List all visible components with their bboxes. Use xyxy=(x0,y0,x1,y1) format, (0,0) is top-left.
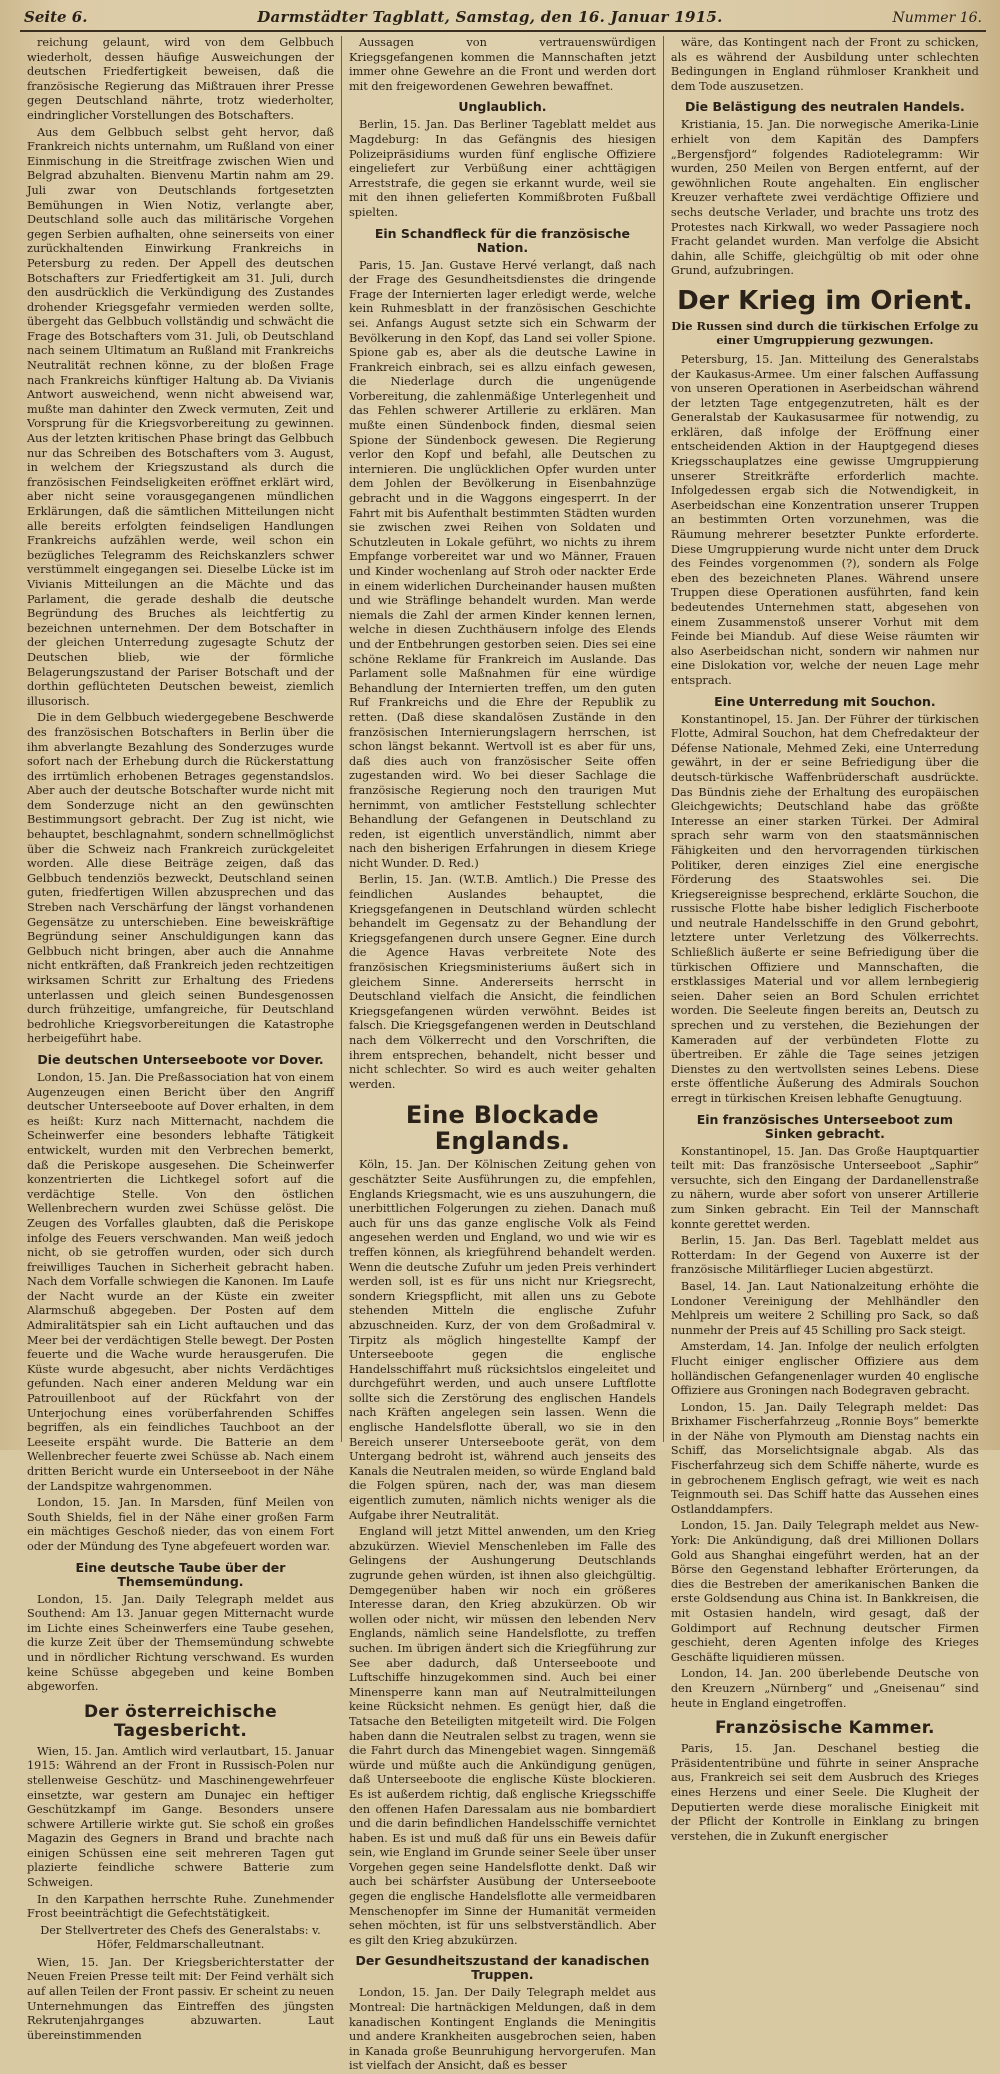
article-paragraph: wäre, das Kontingent nach der Front zu schicken, als es während der Ausbildung unter schlechten Bedingungen in England rühmloser Krankheit und dem Tode auszusetzen. xyxy=(670,36,979,93)
headline-french-submarine: Ein französisches Unterseeboot zum Sinken gebracht. xyxy=(696,1111,954,1141)
column-3 xyxy=(664,36,986,1843)
signature-line: Der Stellvertreter des Chefs des Generalstabs: v. Höfer, Feldmarschalleutnant. xyxy=(40,1923,321,1951)
columns xyxy=(20,36,986,2073)
issue-number: Nummer 16. xyxy=(892,10,982,26)
page-number: Seite 6. xyxy=(24,8,88,26)
article-paragraph: Aussagen von vertrauenswürdigen Kriegsgefangenen kommen die Mannschaften jetzt immer ohne Gewehre an die Front und werden dort mit den freigewordenen Gewehren bewaffnet. xyxy=(348,36,656,93)
article-paragraph: Konstantinopel, 15. Jan. Das Große Hauptquartier teilt mit: Das französische Unterseeboot „Saphir“ versuchte, sich den Eingang der Dardanellenstraße zu nähern, wurde aber sofort von unserer Artillerie zum Sinken gebracht. Ein Teil der Mannschaft konnte gerettet werden. xyxy=(670,1144,979,1231)
article-paragraph: London, 15. Jan. Daily Telegraph meldet aus Southend: Am 13. Januar gegen Mitternacht wurde im Lichte eines Scheinwerfers eine Taube gesehen, die kurze Zeit über der Themsemündung schwebte und in nördlicher Richtung verschwand. Es wurden keine Schüsse abgegeben und keine Bomben abgeworfen. xyxy=(27,1592,334,1694)
article-paragraph: London, 14. Jan. 200 überlebende Deutsche von den Kreuzern „Nürnberg“ und „Gneisenau“ sind heute in England eingetroffen. xyxy=(670,1667,979,1710)
article-paragraph: In den Karpathen herrschte Ruhe. Zunehmender Frost beeinträchtigt die Gefechtstätigkeit. xyxy=(27,1892,334,1921)
headline-canadian-troops: Der Gesundheitszustand der kanadischen Truppen. xyxy=(355,1953,650,1983)
article-paragraph: Amsterdam, 14. Jan. Infolge der neulich erfolgten Flucht einiger englischer Offiziere aus dem holländischen Gefangenenlager wurden 40 englische Offiziere aus Groningen nach Bodegraven gebracht. xyxy=(670,1340,979,1398)
headline-blockade-england: Eine Blockade Englands. xyxy=(405,1101,599,1156)
headline-austrian-report: Der österreichische Tagesbericht. xyxy=(83,1701,277,1741)
article-paragraph: Berlin, 15. Jan. Das Berl. Tageblatt meldet aus Rotterdam: In der Gegend von Auxerre ist der französische Militärflieger Lucien abgestürzt. xyxy=(670,1234,979,1277)
article-paragraph: London, 15. Jan. Daily Telegraph meldet aus New-York: Die Ankündigung, daß drei Millionen Dollars Gold aus Shanghai eingeführt werden, hat an der Börse den Gegenstand lebhafter Erörterungen, da dies die Bestreben der amerikanischen Banken die erste Goldsendung aus China ist. In Bankkreisen, die mit Ostasien handeln, wird gesagt, daß der Goldimport auf Rechnung deutscher Firmen geschieht, deren Agenten infolge des Krieges Geschäfte liquidieren müssen. xyxy=(670,1519,979,1664)
article-paragraph: reichung gelaunt, wird von dem Gelbbuch wiederholt, dessen häufige Ausweichungen der deutschen Friedfertigkeit beweisen, daß die französische Regierung das Mißtrauen ihrer Presse gegen Deutschland nährte, trotz wiederholter, eindringlicher Vorstellungen des Botschafters. xyxy=(27,36,334,122)
article-paragraph: London, 15. Jan. In Marsden, fünf Meilen von South Shields, fiel in der Nähe einer großen Farm ein mächtiges Geschoß nieder, das von einem Fort oder der Mündung des Tyne abgefeuert worden war. xyxy=(27,1496,334,1553)
headline-schandfleck: Ein Schandfleck für die französische Nation. xyxy=(374,225,630,255)
article-paragraph: Aus dem Gelbbuch selbst geht hervor, daß Frankreich nichts unternahm, um Rußland von einer Einmischung in die Streitfrage zwischen Wien und Belgrad abzuhalten. Bienvenu Martin nahm am 29. Juli zwar von Deutschlands fortgesetzten Bemühungen in Wien Notiz, verlangte aber, Deutschland solle auch das militärische Vorgehen gegen Serbien aufhalten, ohne seinerseits von einer zurückhaltenden Einwirkung Frankreichs in Petersburg zu reden. Der Appell des deutschen Botschafters zur Friedfertigkeit am 31. Juli, durch den ausdrücklich die Verkündigung des Zustandes drohender Kriegsgefahr vermieden werden sollte, übergeht das Gelbbuch vollständig und schwächt die Frage des Botschafters vom 31. Juli, ob Deutschland nach seinem Ultimatum an Rußland mit Frankreichs Neutralität rechnen könne, zu der bloßen Frage nach Frankreichs künftiger Haltung ab. Da Vivianis Antwort ausweichend, wenn nicht abweisend war, mußte man dahinter den Zweck vermuten, Zeit und Vorsprung für die Kriegsvorbereitung zu gewinnen. Aus der letzten kritischen Phase bringt das Gelbbuch nur das Schreiben des Botschafters vom 3. August, in welchem der Kriegszustand als durch die französischen Feindseligkeiten eröffnet erklärt wird, aber nicht seine vorausgegangenen mündlichen Erklärungen, daß die sämtlichen Mitteilungen nicht alle bereits erfolgten feindseligen Handlungen Frankreichs aufzählen werde, weil schon ein bezügliches Telegramm des Reichskanzlers schwer verstümmelt eingegangen sei. Dieselbe Lücke ist im Vivianis Mitteilungen an die Mächte und das Parlament, die gerade deshalb die deutsche Begründung des Bruches als leichtfertig zu bezeichnen unternehmen. Der dem Botschafter in der gleichen Unterredung zugesagte Schutz der Deutschen blieb, wie der förmliche Belagerungszustand der Pariser Botschaft und der dorthin geflüchteten Deutschen beweist, ziemlich illusorisch. xyxy=(27,125,334,708)
article-paragraph: Konstantinopel, 15. Jan. Der Führer der türkischen Flotte, Admiral Souchon, hat dem Chefredakteur der Défense Nationale, Mehmed Zeki, eine Unterredung gewährt, in der er seine Befriedigung über die deutsch-türkische Waffenbrüderschaft ausdrückte. Das Bündnis ziehe der Erhaltung des europäischen Gleichgewichts; Deutschland habe das größte Interesse an einer starken Türkei. Der Admiral sprach sehr warm von den staatsmännischen Fähigkeiten und den hervorragenden türkischen Politiker, deren einziges Ziel eine energische Förderung des Staatswohles sei. Die Kriegsereignisse besprechend, erklärte Souchon, die russische Flotte habe bisher lediglich Fischerboote und neutrale Handelsschiffe in den Grund gebohrt, letztere unter Verletzung des Völkerrechts. Schließlich äußerte er seine Befriedigung über die türkischen Offiziere und Mannschaften, die erstklassiges Material und vor allem lernbegierig seien. Daher seien an Bord Schulen errichtet worden. Die Seeleute fingen bereits an, Deutsch zu sprechen und zu verstehen, die Beziehungen der Kameraden auf der verbündeten Flotte zu übertreiben. Er zähle die Tage seines jetzigen Dienstes zu den wertvollsten seines Lebens. Diese erste öffentliche Äußerung des Admirals Souchon erregt in türkischen Kreisen lebhafte Genugtuung. xyxy=(670,712,979,1105)
article-paragraph: London, 15. Jan. Der Daily Telegraph meldet aus Montreal: Die hartnäckigen Meldungen, daß in dem kanadischen Kontingent Englands die Meningitis und andere Krankheiten ausgebrochen seien, haben in Kanada große Beunruhigung hervorgerufen. Man ist vielfach der Ansicht, daß es besser xyxy=(348,1986,656,2073)
headline-uboats-dover: Die deutschen Unterseeboote vor Dover. xyxy=(37,1051,324,1067)
article-paragraph: Paris, 15. Jan. Gustave Hervé verlangt, daß nach der Frage des Gesundheitsdienstes die dringende Frage der Internierten lager erledigt werde, welche kein Ruhmesblatt in der französischen Geschichte sei. Anfangs August setzte sich ein Schwarm der Bevölkerung in den Kopf, das Land sei voller Spione. Spione gab es, aber als die deutsche Lawine in Frankreich einbrach, sei es allzu einfach gewesen, die Niederlage durch die ungenügende Vorbereitung, die zahlenmäßige Unterlegenheit und das Fehlen schwerer Artillerie zu erklären. Man mußte einen Sündenbock finden, diesmal seien Spione der Sündenbock gewesen. Die Regierung verlor den Kopf und befahl, alle Deutschen zu internieren. Die unglücklichen Opfer wurden unter dem Johlen der Bevölkerung in Eisenbahnzüge gebracht und in die Waggons eingesperrt. In der Fahrt mit bis Aufenthalt bestimmten Städten wurden sie zwischen zwei Reihen von Soldaten und Schutzleuten in Lokale geführt, wo nichts zu ihrem Empfange vorbereitet war und wo Männer, Frauen und Kinder wochenlang auf Stroh oder nackter Erde in einem widerlichen Durcheinander hausen mußten und wie Sträflinge behandelt wurden. Man werde niemals die Zahl der armen Kinder kennen lernen, welche in diesen Zuchthäusern infolge des Elends und der Entbehrungen gestorben seien. Dies sei eine schöne Reklame für Frankreich im Auslande. Das Parlament solle Maßnahmen für eine würdige Behandlung der Internierten treffen, um den guten Ruf Frankreichs und die Ehre der Republik zu retten. (Daß diese skandalösen Zustände in den französischen Internierungslagern herrschen, ist schon längst bekannt. Wertvoll ist es aber für uns, daß dies auch von französischer Seite offen zugestanden wird. Wo bei dieser Sachlage die französische Regierung noch den traurigen Mut hernimmt, von amtlicher Feststellung schlechter Behandlung der Gefangenen in Deutschland zu reden, ist eigentlich unverständlich, nimmt aber nach den bisherigen Erfahrungen in diesem Kriege nicht Wunder. D. Red.) xyxy=(348,258,656,870)
headline-french-chamber: Französische Kammer. xyxy=(714,1718,935,1739)
headline-war-orient: Der Krieg im Orient. xyxy=(677,285,973,316)
headline-souchon-interview: Eine Unterredung mit Souchon. xyxy=(714,693,936,709)
page-header xyxy=(20,6,986,32)
article-paragraph: Paris, 15. Jan. Deschanel bestieg die Präsidententribüne und führte in seiner Ansprache aus, Frankreich sei seit dem Ausbruch des Krieges eines Herzens und einer Seele. Die Klugheit der Deputierten werde diese moralische Einigkeit mit der Pflicht der Kontrolle in Einklang zu bringen verstehen, die in Zukunft energischer xyxy=(670,1742,979,1843)
article-paragraph: Wien, 15. Jan. Amtlich wird verlautbart, 15. Januar 1915: Während an der Front in Russisch-Polen nur stellenweise Geschütz- und Maschinengewehrfeuer einsetzte, war gestern am Dunajec ein heftiger Geschützkampf im Gange. Besonders unsere schwere Artillerie wirkte gut. Sie schoß ein großes Magazin des Gegners in Brand und brachte nach einigen Schüssen eine seit mehreren Tagen gut plazierte feindliche schwere Batterie zum Schweigen. xyxy=(27,1744,334,1890)
article-paragraph: England will jetzt Mittel anwenden, um den Krieg abzukürzen. Wieviel Menschenleben im Falle des Gelingens der Aushungerung Deutschlands zugrunde gehen würden, ist ihnen also gleichgültig. Demgegenüber haben wir noch ein größeres Interesse daran, den Krieg abzukürzen. Ob wir wollen oder nicht, wir müssen den lebenden Nerv Englands, nämlich seine Handelsflotte, zu treffen suchen. Im übrigen ändert sich die Kriegführung zur See aber dadurch, daß Unterseeboote und Luftschiffe hinzugekommen sind. Auch bei einer Minensperre kann man auf Neutralmitteilungen keine Rücksicht nehmen. Es genügt hier, daß die Tatsache den Beteiligten mitgeteilt wird. Die Folgen haben dann die Neutralen selbst zu tragen, wenn sie die Fahrt durch das Minengebiet wagen. Sinngemäß würde und müßte auch die Ankündigung genügen, daß Unterseeboote die englische Küste blockieren. Es ist außerdem richtig, daß englische Kriegsschiffe den offenen Hafen Daressalam aus nie bombardiert und die darin befindlichen Handelsschiffe vernichtet haben. Es ist und muß daß für uns ein Beweis dafür sein, wie England im Grunde seiner Seele über unser Vorgehen gegen seine Handelsflotte denkt. Daß wir auch bei schärfster Ausübung der Unterseeboote gegen die englische Handelsflotte alle vermeidbaren Menschenopfer im Sinne der Humanität vermeiden sehen möchten, ist für uns selbstverständlich. Aber es gilt den Krieg abzukürzen. xyxy=(348,1525,656,1947)
article-paragraph: Kristiania, 15. Jan. Die norwegische Amerika-Linie erhielt von dem Kapitän des Dampfers „Bergensfjord“ folgendes Radiotelegramm: Wir wurden, 250 Meilen von Bergen entfernt, auf der gewöhnlichen Route angehalten. Ein englischer Kreuzer verhaftete zwei verdächtige Offiziere und sechs deutsche Verlader, und brachte uns trotz des Protestes nach Kirkwall, wo weder Passagiere noch Fracht gelandet wurden. Man verfolge die Absicht dahin, alle Schiffe, gleichgültig ob mit oder ohne Grund, aufzubringen. xyxy=(670,118,979,278)
article-paragraph: Basel, 14. Jan. Laut Nationalzeitung erhöhte die Londoner Vereinigung der Mehlhändler den Mehlpreis um weitere 2 Schilling pro Sack, so daß nunmehr der Preis auf 45 Schilling pro Sack steigt. xyxy=(670,1279,979,1337)
column-2 xyxy=(342,36,664,2073)
article-paragraph: Die in dem Gelbbuch wiedergegebene Beschwerde des französischen Botschafters in Berlin über die ihm abverlangte Bezahlung des Sonderzuges wurde sofort nach der Erhebung durch die Rückerstattung des irrtümlich erhobenen Betrages gegenstandslos. Aber auch der deutsche Botschafter wurde nicht mit dem Sonderzuge nicht an den gewünschten Bestimmungsort gebracht. Der Zug ist nicht, wie behauptet, beschlagnahmt, sondern schnellmöglichst über die Schweiz nach Frankreich zurückgeleitet worden. Alle diese Beiträge zeigen, daß das Gelbbuch tendenziös bezweckt, Deutschland seinen guten, friedfertigen Willen abzusprechen und das Streben nach Verschärfung der längst vorhandenen Gegensätze zu unterschieben. Eine beweiskräftige Begründung seiner Anschuldigungen kann das Gelbbuch nicht bringen, aber auch die Annahme nicht entkräften, daß Frankreich jeden rechtzeitigen wirksamen Schritt zur Erhaltung des Friedens unterlassen und gleich seinen Bundesgenossen durch frühzeitige, umfangreiche, für Deutschland bedrohliche Kriegsvorbereitungen die Katastrophe herbeigeführt habe. xyxy=(27,711,334,1046)
article-paragraph: Köln, 15. Jan. Der Kölnischen Zeitung gehen von geschätzter Seite Ausführungen zu, die empfehlen, Englands Kriegsmacht, wie es uns auszuhungern, die unerbittlichen Folgerungen zu ziehen. Danach muß auch für uns das ganze englische Volk als Feind angesehen werden und England, wo und wie wir es treffen können, als kriegführend behandelt werden. Wenn die deutsche Zufuhr um jeden Preis verhindert werden soll, ist es für uns nicht nur Kriegsrecht, sondern Kriegspflicht, mit allen uns zu Gebote stehenden Mitteln die englische Zufuhr abzuschneiden. Kurz, der von dem Großadmiral v. Tirpitz als möglich hingestellte Kampf der Unterseeboote gegen die englische Handelsschiffahrt muß rücksichtslos eingeleitet und durchgeführt werden, und auch unsere Luftflotte sollte sich die Zerstörung des englischen Handels nach Kräften angelegen sein lassen. Wenn die englische Handelsflotte überall, wo sie in den Bereich unserer Unterseeboote gerät, von dem Untergang bedroht ist, während auch jenseits des Kanals die Neutralen meiden, so würde England bald die Folgen spüren, nach der, was man diesem eigentlich zumuten, nämlich nichts weniger als die Aufgabe ihrer Neutralität. xyxy=(348,1158,656,1522)
column-1 xyxy=(20,36,342,2042)
subheadline-orient: Die Russen sind durch die türkischen Erfolge zu einer Umgruppierung gezwungen. xyxy=(671,318,979,347)
masthead-title: Darmstädter Tagblatt, Samstag, den 16. Januar 1915. xyxy=(257,8,723,26)
article-paragraph: Berlin, 15. Jan. Das Berliner Tageblatt meldet aus Magdeburg: In das Gefängnis des hiesigen Polizeipräsidiums wurden fünf englische Offiziere eingeliefert zur Verbüßung einer achttägigen Arreststrafe, die gegen sie erkannt wurde, weil sie mit den ihnen gelieferten Kommißbroten Fußball spielten. xyxy=(348,118,656,219)
headline-unglaublich: Unglaublich. xyxy=(458,99,547,115)
headline-neutral-trade: Die Belästigung des neutralen Handels. xyxy=(685,99,965,115)
article-paragraph: London, 15. Jan. Die Preßassociation hat von einem Augenzeugen einen Bericht über den Angriff deutscher Unterseeboote auf Dover erhalten, in dem es heißt: Kurz nach Mitternacht, nachdem die Scheinwerfer eine besonders lebhafte Tätigkeit entwickelt, wurden mit den Verbrechen bemerkt, daß die Periskope ausgesehen. Die Scheinwerfer konzentrierten die Lichtkegel sofort auf die verdächtige Stelle. Von den östlichen Wellenbrechern wurden zwei Schüsse gelöst. Die Zeugen des Vorfalles glaubten, daß die Periskope infolge des Feuers verschwanden. Man weiß jedoch nicht, ob sie getroffen wurden, oder sich durch freiwilliges Tauchen in Sicherheit gebracht haben. Nach dem Vorfalle schwiegen die Kanonen. Im Laufe der Nacht wurde an der Küste ein zweiter Alarmschuß abgegeben. Der Posten auf dem Admiralitätspier sah ein Licht auftauchen und das Meer bei der verdächtigen Stelle bewegt. Der Posten feuerte und die Wache wurde herausgerufen. Die Küste wurde abgesucht, aber nichts Verdächtiges gefunden. Nach einer anderen Meldung war ein Patrouillenboot auf der Rückfahrt von der Unterjochung eines vorüberfahrenden Schiffes begriffen, als ein feindliches Tauchboot an der Leeseite erspäht wurde. Die Batterie an dem Wellenbrecher feuerte zwei Schüsse ab. Nach einem dritten Bericht wurde ein Unterseeboot in der Nähe der Landspitze wahrgenommen. xyxy=(27,1070,334,1493)
article-paragraph: Petersburg, 15. Jan. Mitteilung des Generalstabs der Kaukasus-Armee. Um einer falschen Auffassung von unseren Operationen in Aserbeidschan während der letzten Tage entgegenzutreten, hält es der Generalstab der Kaukasusarmee für notwendig, zu erklären, daß infolge der Eröffnung einer entscheidenden Aktion in der Hauptgegend dieses Kriegsschauplatzes eine gewisse Umgruppierung unserer Streitkräfte erforderlich machte. Infolgedessen ergab sich die Notwendigkeit, in Aserbeidschan eine Konzentration unserer Truppen an bestimmten Orten vorzunehmen, was die Räumung mehrerer besetzter Punkte erforderte. Diese Umgruppierung wurde nicht unter dem Druck des Feindes vorgenommen (?), sondern als Folge eben des bezeichneten Planes. Während unsere Truppen diese Operationen ausführten, fand kein bedeutendes Unternehmen statt, abgesehen von einem Zusammenstoß unserer Vorhut mit dem Feinde bei Miandub. Auf diese Weise räumten wir also Aserbeidschan nicht, sondern wir nahmen nur eine Dislokation vor, welche der neuen Lage mehr entsprach. xyxy=(670,352,979,687)
headline-taube-thames: Eine deutsche Taube über der Themsemündung. xyxy=(75,1559,286,1589)
article-paragraph: London, 15. Jan. Daily Telegraph meldet: Das Brixhamer Fischerfahrzeug „Ronnie Boys“ bemerkte in der Nähe von Plymouth am Dienstag nachts ein Schiff, das Morselichtsignale abgab. Als das Fischerfahrzeug sich dem Schiffe näherte, wurde es in gebrochenem Englisch gefragt, wie weit es nach Teignmouth sei. Das Schiff hatte das Aussehen eines Ostlanddampfers. xyxy=(670,1400,979,1516)
article-paragraph: Wien, 15. Jan. Der Kriegsberichterstatter der Neuen Freien Presse teilt mit: Der Feind verhält sich auf allen Teilen der Front passiv. Er scheint zu neuen Unternehmungen das Eintreffen des jüngsten Rekrutenjahrganges abzuwarten. Laut übereinstimmenden xyxy=(27,1955,334,2042)
article-paragraph: Berlin, 15. Jan. (W.T.B. Amtlich.) Die Presse des feindlichen Auslandes behauptet, die Kriegsgefangenen in Deutschland würden schlecht behandelt im Gegensatz zu der Behandlung der Kriegsgefangenen durch unsere Gegner. Eine durch die Agence Havas verbreitete Note des französischen Kriegsministeriums äußert sich in gleichem Sinne. Andererseits herrscht in Deutschland vielfach die Ansicht, die feindlichen Kriegsgefangenen würden verwöhnt. Beides ist falsch. Die Kriegsgefangenen werden in Deutschland nach dem Völkerrecht und den Vorschriften, die ihrem entsprechen, behandelt, nicht besser und nicht schlechter. So wird es auch weiter gehalten werden. xyxy=(348,873,656,1091)
